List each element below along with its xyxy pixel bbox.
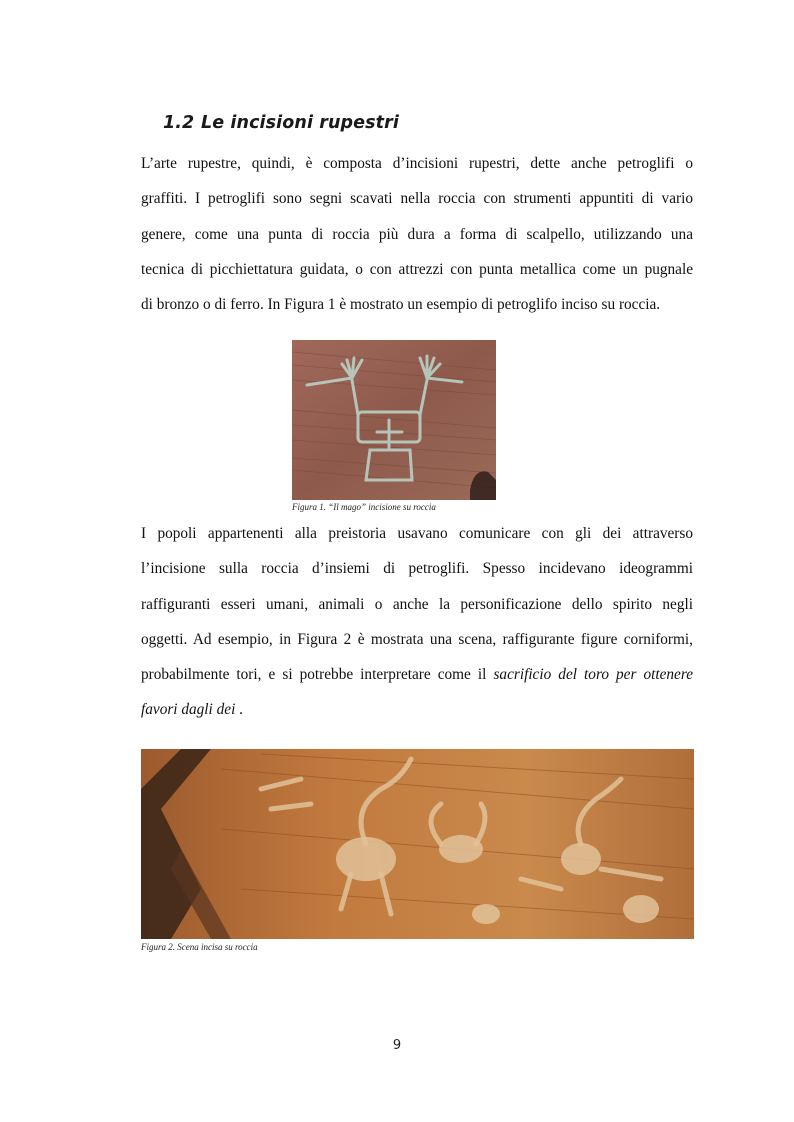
line-text: probabilmente tori, e si potrebbe interpretare come il [141, 666, 487, 684]
section-heading [163, 113, 399, 133]
paragraph-line [141, 657, 693, 692]
figure-2-caption: Figura 2. Scena incisa su roccia [141, 942, 258, 952]
paragraph-2 [141, 516, 693, 728]
page-number: 9 [392, 1038, 402, 1053]
line-text: . [235, 701, 243, 719]
paragraph-1 [141, 146, 693, 322]
paragraph-line: genere, come una punta di roccia più dura a forma di scalpello, utilizzando una [141, 225, 693, 243]
paragraph-line: di bronzo o di ferro. In Figura 1 è mostrato un esempio di petroglifo inciso su roccia. [141, 296, 661, 314]
figure-1-caption: Figura 1. “Il mago” incisione su roccia [292, 502, 436, 512]
paragraph-line [141, 692, 693, 727]
figure-1-image [292, 340, 496, 500]
paragraph-line: raffiguranti esseri umani, animali o anche la personificazione dello spirito negli [141, 595, 693, 613]
italic-phrase: sacrificio del toro per ottenere [493, 666, 694, 684]
section-title: Le incisioni rupestri [201, 113, 399, 133]
paragraph-line: L’arte rupestre, quindi, è composta d’incisioni rupestri, dette anche petroglifi o [141, 155, 693, 172]
italic-phrase: favori dagli dei [141, 701, 236, 719]
paragraph-line: graffiti. I petroglifi sono segni scavati nella roccia con strumenti appuntiti di vario [141, 190, 693, 208]
paragraph-line: oggetti. Ad esempio, in Figura 2 è mostrata una scena, raffigurante figure corniformi, [141, 630, 693, 648]
figure-2-image [141, 749, 694, 939]
paragraph-line: l’incisione sulla roccia d’insiemi di petroglifi. Spesso incidevano ideogrammi [141, 560, 693, 578]
section-number: 1.2 [163, 113, 195, 133]
paragraph-line: I popoli appartenenti alla preistoria usavano comunicare con gli dei attraverso [141, 525, 693, 542]
paragraph-line: tecnica di picchiettatura guidata, o con attrezzi con punta metallica come un pugnale [141, 260, 693, 278]
